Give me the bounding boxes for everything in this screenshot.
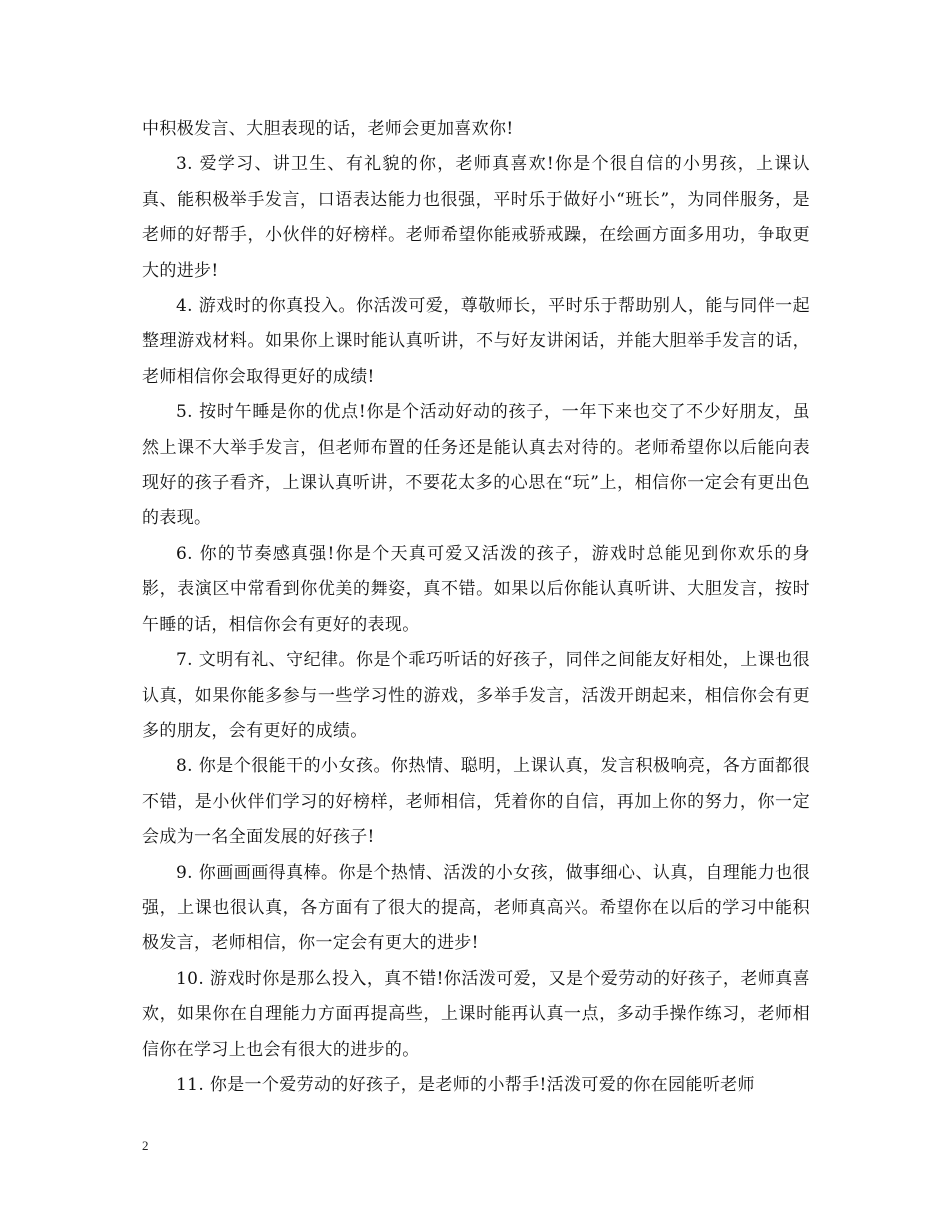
comment-paragraph-5: 5. 按时午睡是你的优点!你是个活动好动的孩子，一年下来也交了不少好朋友，虽然上课不大举手发言，但老师布置的任务还是能认真去对待的。老师希望你以后能向表现好的孩子看齐，上课认真听讲，不要花太多的心思在“玩”上，相信你一定会有更出色的表现。 [142, 402, 810, 529]
comment-paragraph-10: 10. 游戏时你是那么投入，真不错!你活泼可爱，又是个爱劳动的好孩子，老师真喜欢，如果你在自理能力方面再提高些，上课时能再认真一点，多动手操作练习，老师相信你在学习上也会有很大的进步的。 [142, 968, 810, 1060]
comment-paragraph-3: 3. 爱学习、讲卫生、有礼貌的你，老师真喜欢!你是个很自信的小男孩，上课认真、能积极举手发言，口语表达能力也很强，平时乐于做好小“班长”，为同伴服务，是老师的好帮手，小伙伴的好榜样。老师希望你能戒骄戒躁，在绘画方面多用功，争取更大的进步! [142, 154, 810, 281]
comment-paragraph-11: 11. 你是一个爱劳动的好孩子，是老师的小帮手!活泼可爱的你在园能听老师 [176, 1074, 755, 1095]
paragraph-continuation: 中积极发言、大胆表现的话，老师会更加喜欢你! [142, 119, 514, 139]
page-number: 2 [142, 1138, 149, 1153]
comment-paragraph-9: 9. 你画画画得真棒。你是个热情、活泼的小女孩，做事细心、认真，自理能力也很强，上课也很认真，各方面有了很大的提高，老师真高兴。希望你在以后的学习中能积极发言，老师相信，你一定会有更大的进步! [142, 862, 810, 954]
comment-paragraph-7: 7. 文明有礼、守纪律。你是个乖巧听话的好孩子，同伴之间能友好相处，上课也很认真，如果你能多参与一些学习性的游戏，多举手发言，活泼开朗起来，相信你会有更多的朋友，会有更好的成绩。 [142, 650, 810, 741]
document-body [142, 112, 810, 1103]
comment-paragraph-6: 6. 你的节奏感真强!你是个天真可爱又活泼的孩子，游戏时总能见到你欢乐的身影，表演区中常看到你优美的舞姿，真不错。如果以后你能认真听讲、大胆发言，按时午睡的话，相信你会有更好的表现。 [142, 543, 810, 635]
comment-paragraph-8: 8. 你是个很能干的小女孩。你热情、聪明，上课认真，发言积极响亮，各方面都很不错，是小伙伴们学习的好榜样，老师相信，凭着你的自信，再加上你的努力，你一定会成为一名全面发展的好孩子! [142, 756, 810, 848]
comment-paragraph-4: 4. 游戏时的你真投入。你活泼可爱，尊敬师长，平时乐于帮助别人，能与同伴一起整理游戏材料。如果你上课时能认真听讲，不与好友讲闲话，并能大胆举手发言的话，老师相信你会取得更好的成绩! [142, 296, 810, 387]
